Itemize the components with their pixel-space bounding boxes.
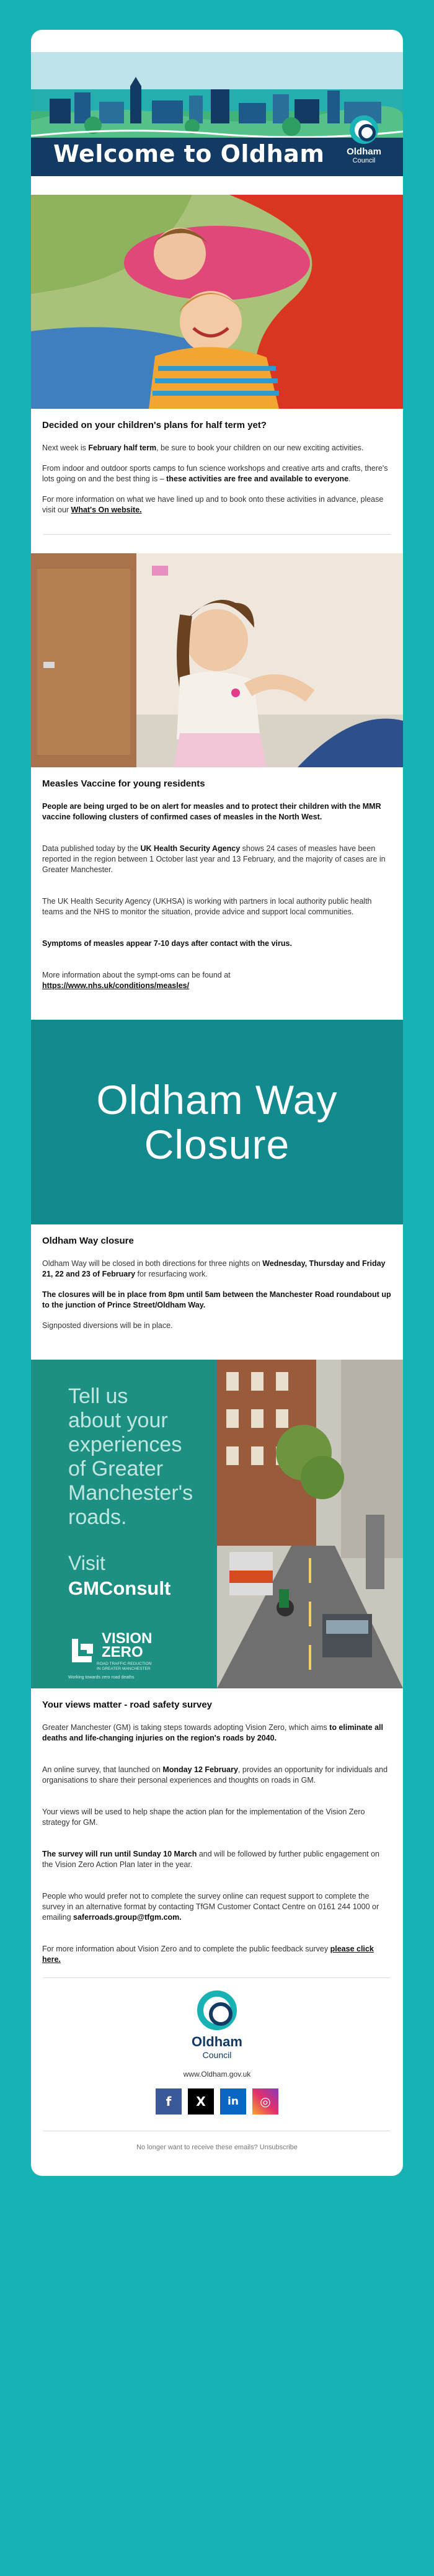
gmconsult-visit: Visit xyxy=(68,1552,105,1574)
logo-name: Oldham xyxy=(347,146,381,157)
measles-p1: People are being urged to be on alert for measles and to protect their children with the MMR vaccine following clusters of confirmed cases of measles in the North West. xyxy=(42,802,381,821)
oldham-logo-icon xyxy=(197,1990,237,2030)
vision-zero-text: VISION ZERO xyxy=(102,1630,153,1660)
half-term-title: Decided on your children's plans for half term yet? xyxy=(42,420,267,430)
oldham-logo-icon xyxy=(350,115,378,144)
footer-url[interactable]: www.Oldham.gov.uk xyxy=(183,2070,251,2079)
road-safety-p1: Greater Manchester (GM) is taking steps towards adopting Vision Zero, which aims to eliminate all deaths and life-changing injuries on the region's roads by 2040. xyxy=(42,1723,383,1742)
linkedin-icon[interactable]: in xyxy=(220,2088,246,2115)
vision-zero-survey-link[interactable]: please click here. xyxy=(42,1945,374,1964)
vision-zero-tagline: Working towards zero road deaths xyxy=(68,1675,135,1680)
header-banner xyxy=(31,52,403,176)
children-photo xyxy=(31,195,403,409)
road-safety-p2: An online survey, that launched on Monday 12 February, provides an opportunity for individuals and organisations to share their personal experiences and thoughts on roads in GM. xyxy=(42,1765,388,1785)
road-safety-p3: Your views will be used to help shape the action plan for the implementation of the Vision Zero strategy for GM. xyxy=(42,1807,365,1827)
oldham-council-logo[interactable] xyxy=(342,115,386,171)
gmconsult-heading: Tell us about your experiences of Greater Manchester's roads. xyxy=(68,1384,193,1529)
nhs-measles-link[interactable]: https://www.nhs.uk/conditions/measles/ xyxy=(42,981,190,990)
half-term-p2: From indoor and outdoor sports camps to fun science workshops and creative arts and crafts, there's lots going on and the best thing is – these activities are free and available to everyone. xyxy=(42,464,388,483)
half-term-p3: For more information on what we have lined up and to book onto these activities in advance, please visit our What's On website. xyxy=(42,495,384,514)
x-twitter-icon[interactable]: X xyxy=(188,2088,214,2115)
gmconsult-brand: GMConsult xyxy=(68,1577,171,1599)
road-safety-title: Your views matter - road safety survey xyxy=(42,1700,212,1710)
gmconsult-text-panel xyxy=(31,1360,217,1688)
social-links xyxy=(31,2088,403,2115)
logo-sub: Council xyxy=(352,157,376,164)
measles-p4: Symptoms of measles appear 7-10 days after contact with the virus. xyxy=(42,939,292,948)
banner-title: Welcome to Oldham xyxy=(53,140,325,167)
measles-p2: Data published today by the UK Health Security Agency shows 24 cases of measles have been reported in the region between 1 October last year and 13 February, and the majority of cases are in Greater Manchester. xyxy=(42,844,386,874)
closure-banner-text: Oldham Way Closure xyxy=(96,1077,338,1167)
unsubscribe-text[interactable]: No longer want to receive these emails? Unsubscribe xyxy=(136,2144,298,2151)
instagram-icon[interactable]: ◎ xyxy=(252,2088,278,2115)
footer-name: Oldham xyxy=(192,2034,242,2049)
closure-title: Oldham Way closure xyxy=(42,1236,134,1246)
closure-p3: Signposted diversions will be in place. xyxy=(42,1321,173,1330)
street-scene-photo xyxy=(217,1360,403,1688)
measles-p3: The UK Health Security Agency (UKHSA) is working with partners in local authority public health teams and the NHS to monitor the situation, provide advice and support local communities. xyxy=(42,897,372,916)
oldham-way-closure-banner xyxy=(31,1020,403,1224)
vision-zero-arrow-icon xyxy=(68,1638,97,1666)
vaccine-photo xyxy=(31,553,403,767)
email-card xyxy=(31,30,403,2176)
measles-p5: More information about the sympt-oms can be found at https://www.nhs.uk/conditions/measles/ xyxy=(42,971,231,990)
divider xyxy=(43,534,391,535)
closure-p2: The closures will be in place from 8pm until 5am between the Manchester Road roundabout up to the junction of Prince Street/Oldham Way. xyxy=(42,1290,391,1309)
road-safety-p5: People who would prefer not to complete the survey online can request support to complete the survey in an alternative format by contacting TfGM Customer Contact Centre on 0161 244 1000 or emailing saferroads.group@tfgm.com. xyxy=(42,1892,379,1922)
whats-on-link[interactable]: What's On website. xyxy=(71,506,142,514)
road-safety-p6: For more information about Vision Zero and to complete the public feedback survey please click here. xyxy=(42,1945,374,1964)
gmconsult-banner[interactable] xyxy=(31,1360,403,1688)
divider xyxy=(43,1977,391,1978)
footer-logo[interactable] xyxy=(31,1990,403,2060)
footer-sub: Council xyxy=(202,2050,232,2060)
vision-zero-sub: ROAD TRAFFIC REDUCTION IN GREATER MANCHESTER xyxy=(97,1662,152,1671)
road-safety-p4: The survey will run until Sunday 10 March and will be followed by further public engagement on the Vision Zero Action Plan later in the year. xyxy=(42,1850,380,1869)
half-term-p1: Next week is February half term, be sure to book your children on our new exciting activities. xyxy=(42,443,364,452)
measles-title: Measles Vaccine for young residents xyxy=(42,778,205,789)
vision-zero-logo xyxy=(68,1632,202,1672)
closure-p1: Oldham Way will be closed in both directions for three nights on Wednesday, Thursday and Friday 21, 22 and 23 of February for resurfacing work. xyxy=(42,1259,386,1278)
facebook-icon[interactable]: f xyxy=(156,2088,182,2115)
